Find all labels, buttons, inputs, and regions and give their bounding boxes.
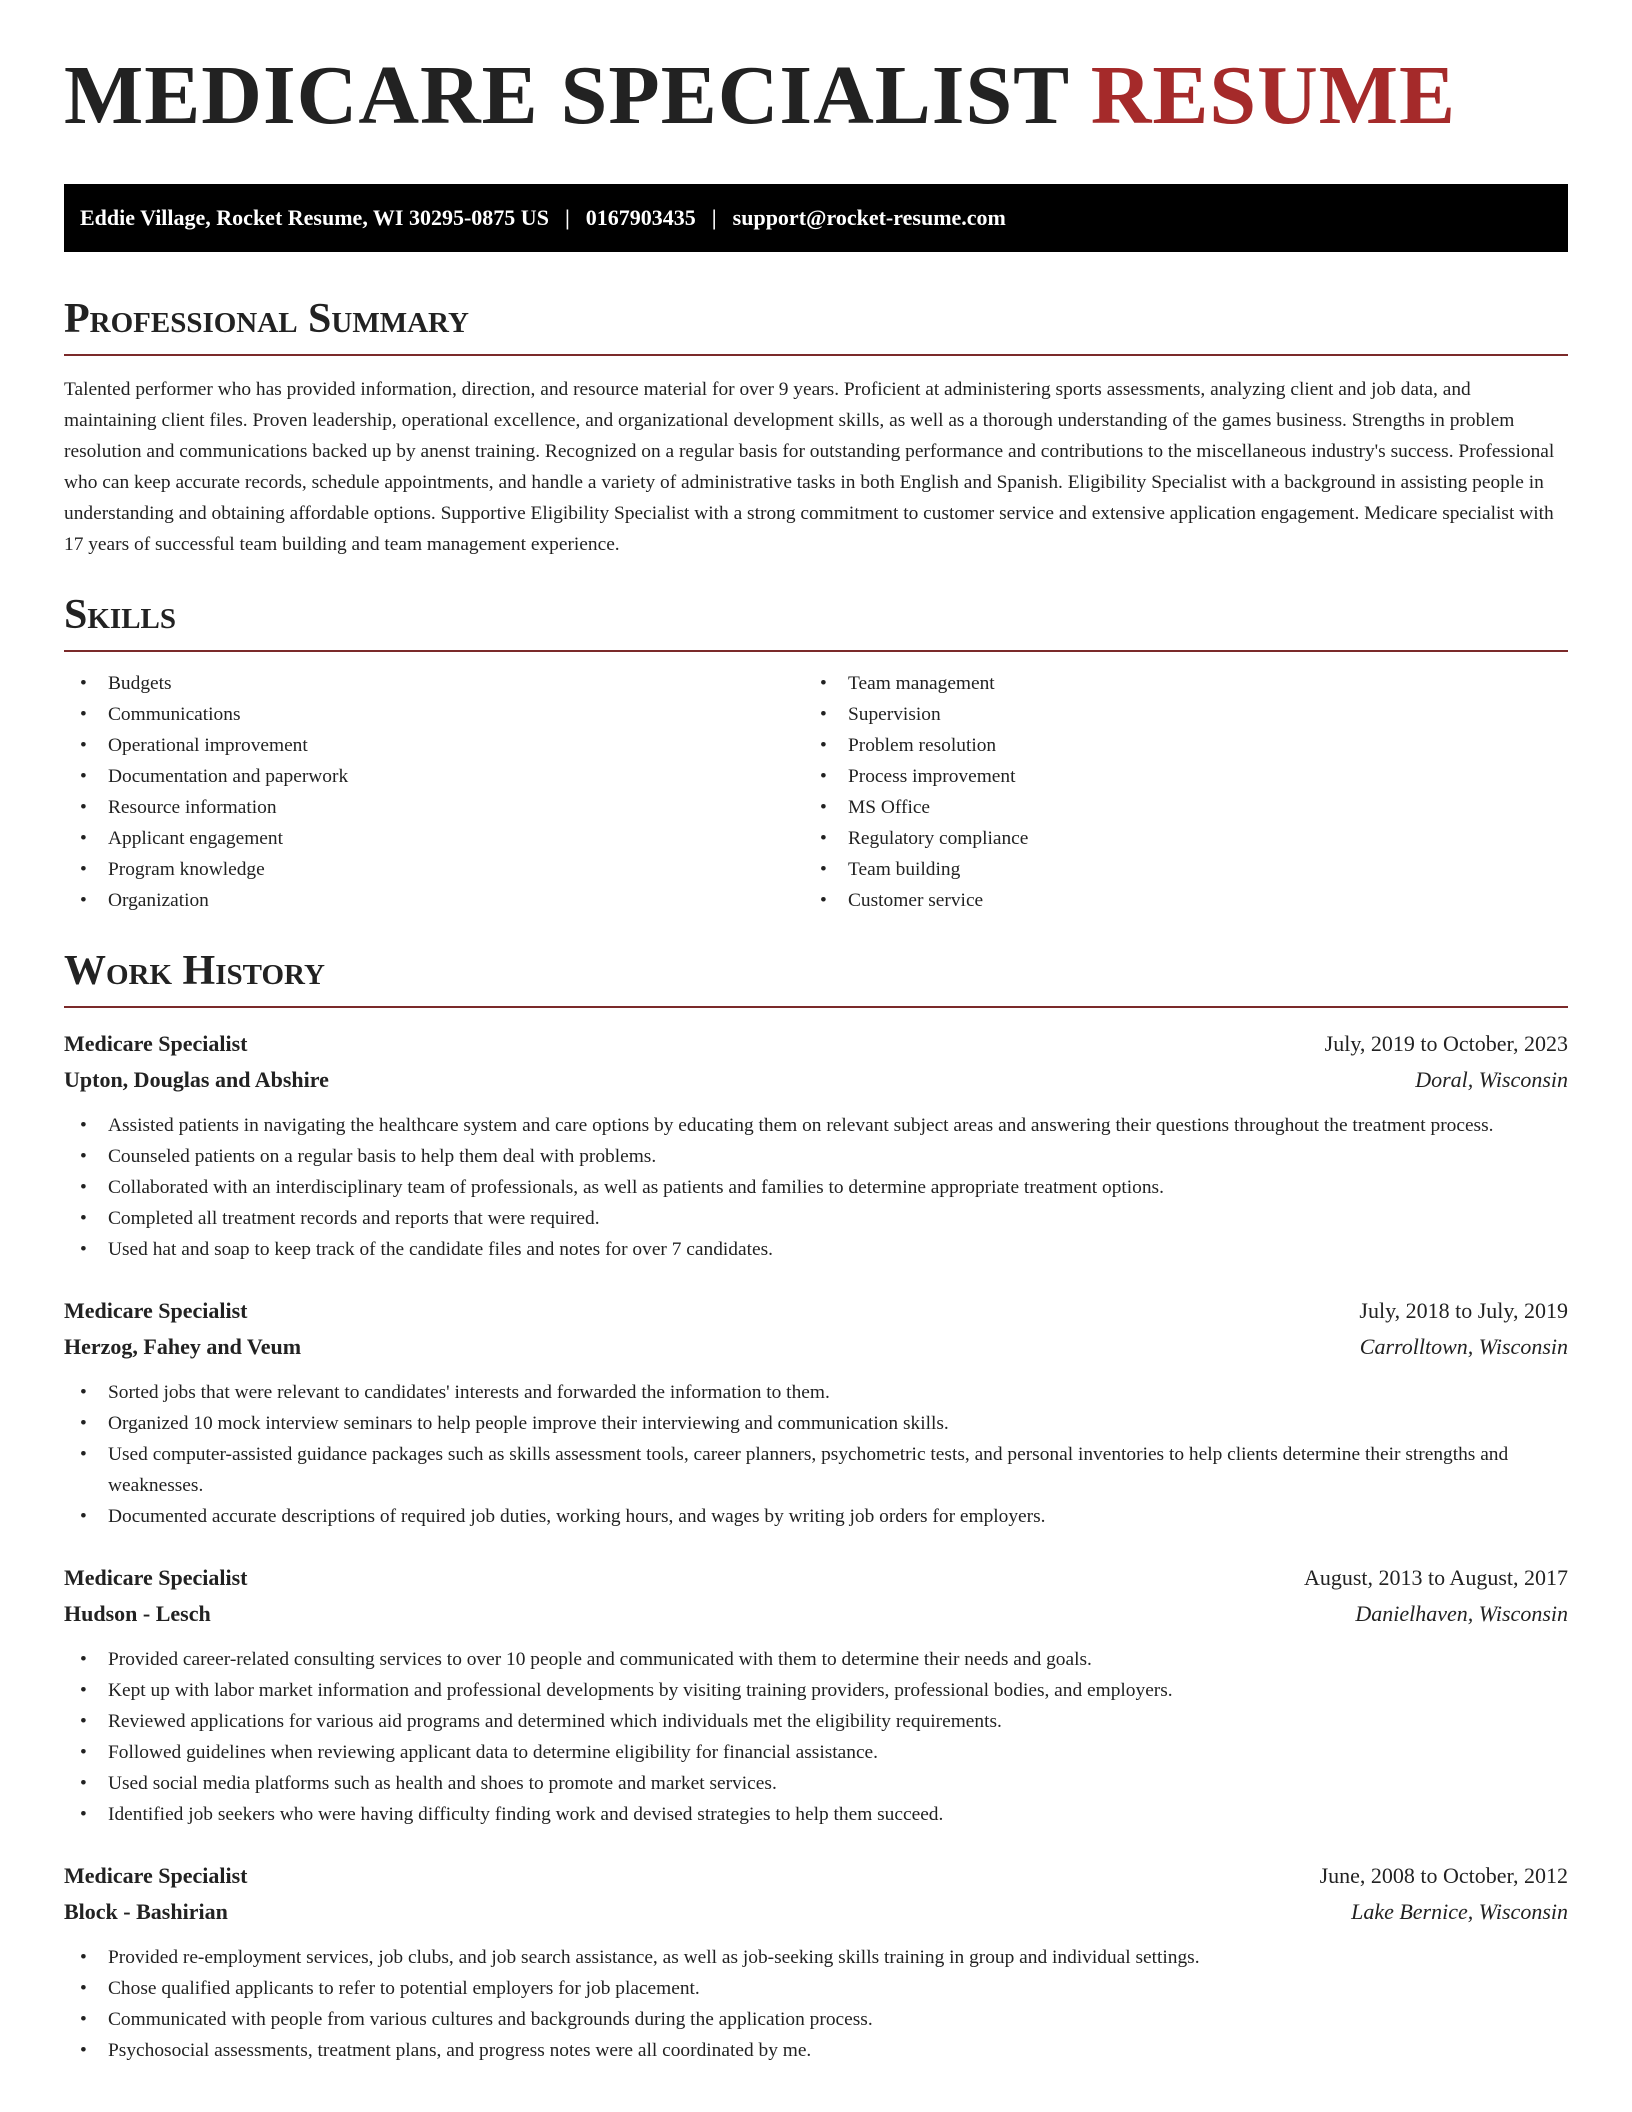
duty-item: • Organized 10 mock interview seminars to help people improve their interviewing and communication skills. xyxy=(64,1408,1568,1439)
duty-item: • Used hat and soap to keep track of the candidate files and notes for over 7 candidates. xyxy=(64,1234,1568,1265)
job-company: Block - Bashirian xyxy=(64,1899,228,1924)
job-duties xyxy=(64,1377,1568,1532)
duty-item: • Collaborated with an interdisciplinary team of professionals, as well as patients and families to determine appropriate treatment options. xyxy=(64,1172,1568,1203)
skill-item: • Communications xyxy=(64,699,804,730)
contact-separator: | xyxy=(711,205,717,230)
job-dates: July, 2019 to October, 2023 xyxy=(1324,1031,1568,1056)
duty-item: • Provided career-related consulting services to over 10 people and communicated with them to determine their needs and goals. xyxy=(64,1644,1568,1675)
duty-item: • Assisted patients in navigating the healthcare system and care options by educating them on relevant subject areas and answering their questions throughout the treatment process. xyxy=(64,1110,1568,1141)
skill-item: • Applicant engagement xyxy=(64,823,804,854)
duty-item: • Followed guidelines when reviewing applicant data to determine eligibility for financial assistance. xyxy=(64,1737,1568,1768)
job-employer-row xyxy=(64,1329,1568,1365)
job-employer-row xyxy=(64,1596,1568,1632)
job-location: Lake Bernice, Wisconsin xyxy=(1351,1899,1568,1924)
job-entry xyxy=(64,1560,1568,1830)
duty-item: • Psychosocial assessments, treatment plans, and progress notes were all coordinated by me. xyxy=(64,2035,1568,2066)
job-dates: June, 2008 to October, 2012 xyxy=(1319,1863,1568,1888)
duty-item: • Used computer-assisted guidance packages such as skills assessment tools, career planners, psychometric tests, and personal inventories to help clients determine their strengths and weaknesses. xyxy=(64,1439,1568,1501)
job-dates: July, 2018 to July, 2019 xyxy=(1359,1298,1568,1323)
contact-phone: 0167903435 xyxy=(585,205,696,230)
job-entry xyxy=(64,1293,1568,1532)
job-title: Medicare Specialist xyxy=(64,1298,248,1323)
duty-item: • Documented accurate descriptions of required job duties, working hours, and wages by writing job orders for employers. xyxy=(64,1501,1568,1532)
job-company: Upton, Douglas and Abshire xyxy=(64,1067,329,1092)
job-dates: August, 2013 to August, 2017 xyxy=(1303,1565,1568,1590)
duty-item: • Kept up with labor market information and professional developments by visiting training providers, professional bodies, and employers. xyxy=(64,1675,1568,1706)
work-history-heading: Work History xyxy=(64,950,1568,1008)
title-accent: RESUME xyxy=(1090,49,1457,142)
skill-item: • Documentation and paperwork xyxy=(64,761,804,792)
skill-item: • MS Office xyxy=(804,792,1544,823)
title-main: MEDICARE SPECIALIST xyxy=(64,49,1069,142)
job-header-row xyxy=(64,1026,1568,1062)
job-header-row xyxy=(64,1293,1568,1329)
job-employer-row xyxy=(64,1894,1568,1930)
job-title: Medicare Specialist xyxy=(64,1863,248,1888)
contact-separator: | xyxy=(564,205,570,230)
duty-item: • Communicated with people from various cultures and backgrounds during the application process. xyxy=(64,2004,1568,2035)
skills-heading: Skills xyxy=(64,594,1568,652)
duty-item: • Reviewed applications for various aid programs and determined which individuals met the eligibility requirements. xyxy=(64,1706,1568,1737)
skill-item: • Budgets xyxy=(64,668,804,699)
summary-text: Talented performer who has provided information, direction, and resource material for over 9 years. Proficient at administering sports assessments, analyzing client and job data, and maintaining client files. Proven leadership, operational excellence, and organizational development skills, as well as a thorough understanding of the games business. Strengths in problem resolution and communications backed up by anenst training. Recognized on a regular basis for outstanding performance and contributions to the miscellaneous industry's success. Professional who can keep accurate records, schedule appointments, and handle a variety of administrative tasks in both English and Spanish. Eligibility Specialist with a background in assisting people in understanding and obtaining affordable options. Supportive Eligibility Specialist with a strong commitment to customer service and extensive application engagement. Medicare specialist with 17 years of successful team building and team management experience. xyxy=(64,379,1555,555)
job-employer-row xyxy=(64,1062,1568,1098)
job-location: Danielhaven, Wisconsin xyxy=(1355,1601,1568,1626)
job-title: Medicare Specialist xyxy=(64,1565,248,1590)
skill-item: • Customer service xyxy=(804,885,1544,916)
duty-item: • Sorted jobs that were relevant to candidates' interests and forwarded the information to them. xyxy=(64,1377,1568,1408)
skill-item: • Process improvement xyxy=(804,761,1544,792)
skills-column-left xyxy=(64,668,804,916)
skill-item: • Resource information xyxy=(64,792,804,823)
duty-item: • Used social media platforms such as health and shoes to promote and market services. xyxy=(64,1768,1568,1799)
job-entry xyxy=(64,1858,1568,2066)
skill-item: • Supervision xyxy=(804,699,1544,730)
job-title: Medicare Specialist xyxy=(64,1031,248,1056)
skills-column-right xyxy=(804,668,1544,916)
duty-item: • Counseled patients on a regular basis to help them deal with problems. xyxy=(64,1141,1568,1172)
contact-email: support@rocket-resume.com xyxy=(732,205,1006,230)
duty-item: • Chose qualified applicants to refer to potential employers for job placement. xyxy=(64,1973,1568,2004)
duty-item: • Identified job seekers who were having difficulty finding work and devised strategies to help them succeed. xyxy=(64,1799,1568,1830)
job-entry xyxy=(64,1026,1568,1265)
job-duties xyxy=(64,1644,1568,1830)
job-duties xyxy=(64,1942,1568,2066)
job-header-row xyxy=(64,1858,1568,1894)
job-company: Herzog, Fahey and Veum xyxy=(64,1334,302,1359)
skill-item: • Problem resolution xyxy=(804,730,1544,761)
skill-item: • Team building xyxy=(804,854,1544,885)
skills-list xyxy=(64,668,1568,916)
skill-item: • Organization xyxy=(64,885,804,916)
contact-bar xyxy=(64,184,1568,252)
skill-item: • Team management xyxy=(804,668,1544,699)
duty-item: • Completed all treatment records and reports that were required. xyxy=(64,1203,1568,1234)
skill-item: • Operational improvement xyxy=(64,730,804,761)
resume-title xyxy=(64,0,1568,142)
contact-address: Eddie Village, Rocket Resume, WI 30295-0875 US xyxy=(80,205,549,230)
job-duties xyxy=(64,1110,1568,1265)
resume-page xyxy=(64,0,1568,2066)
job-company: Hudson - Lesch xyxy=(64,1601,211,1626)
summary-heading: Professional Summary xyxy=(64,298,1568,356)
skill-item: • Program knowledge xyxy=(64,854,804,885)
job-location: Doral, Wisconsin xyxy=(1415,1067,1568,1092)
job-header-row xyxy=(64,1560,1568,1596)
skill-item: • Regulatory compliance xyxy=(804,823,1544,854)
job-location: Carrolltown, Wisconsin xyxy=(1359,1334,1568,1359)
duty-item: • Provided re-employment services, job clubs, and job search assistance, as well as job-seeking skills training in group and individual settings. xyxy=(64,1942,1568,1973)
